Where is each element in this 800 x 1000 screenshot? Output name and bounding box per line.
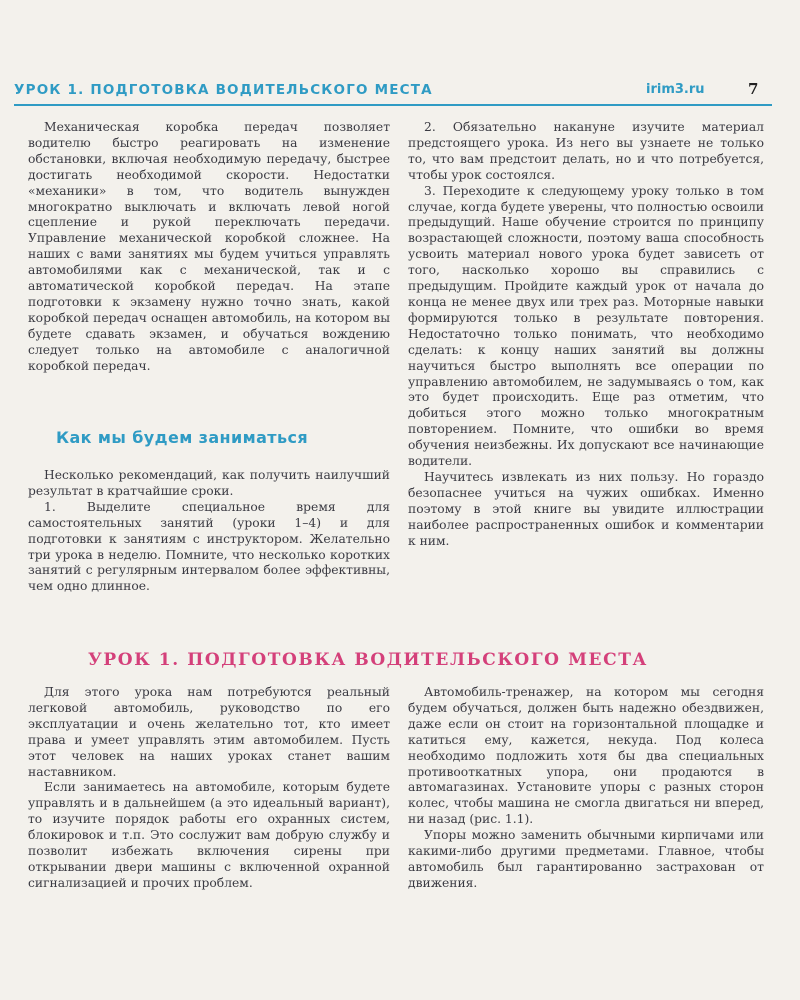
paragraph: Механическая коробка передач позволяет водителю быстро реагировать на изменение обстановки, включая необходимую передачу, быстрее достигать необходимой скорости. Недостатки «механики» в том, что водитель вынужден многократно выключать и включать левой ногой сцепление и рукой переключать передачи. Управление механической коробкой сложнее. На наших с вами занятиях мы будем учиться управлять автомобилями как с механической, так и с автоматической коробкой передач. На этапе подготовки к экзамену нужно точно знать, какой коробкой передач оснащен автомобиль, на котором вы будете сдавать экзамен, и обучаться вождению следует только на автомобиле с аналогичной коробкой передач. <box>28 120 390 373</box>
lesson-left-column <box>28 685 390 892</box>
lesson-heading: УРОК 1. ПОДГОТОВКА ВОДИТЕЛЬСКОГО МЕСТА <box>88 650 648 670</box>
running-header-title: УРОК 1. ПОДГОТОВКА ВОДИТЕЛЬСКОГО МЕСТА <box>14 82 433 98</box>
lesson-right-column <box>408 685 764 892</box>
top-left-column <box>28 120 390 375</box>
paragraph: 3. Переходите к следующему уроку только в том случае, когда будете уверены, что полностью освоили предыдущий. Наше обучение строится по принципу возрастающей сложности, поэтому ваша способность усвоить материал нового урока будет зависеть от того, насколько хорошо вы справились с предыдущим. Пройдите каждый урок от начала до конца не менее двух или трех раз. Моторные навыки формируются только в результате повторения. Недостаточно только понимать, что необходимо сделать: к концу наших занятий вы должны научиться быстро выполнять все операции по управлению автомобилем, не задумываясь о том, как это будет происходить. Еще раз отметим, что добиться этого можно только многократным повторением. Помните, что ошибки во время обучения неизбежны. Их допускают все начинающие водители. <box>408 183 764 469</box>
paragraph: Научитесь извлекать из них пользу. Но гораздо безопаснее учиться на чужих ошибках. Именно поэтому в этой книге вы увидите иллюстрации наиболее распространенных ошибок и комментарии к ним. <box>408 469 764 548</box>
page-number: 7 <box>748 80 759 98</box>
paragraph: Автомобиль-тренажер, на котором мы сегодня будем обучаться, должен быть надежно обездвижен, даже если он стоит на горизонтальной площадке и катиться ему, кажется, некуда. Под колеса необходимо подложить хотя бы два специальных противооткатных упора, они продаются в автомагазинах. Установите упоры с разных сторон колес, чтобы машина не смогла двигаться ни вперед, ни назад (рис. 1.1). <box>408 685 764 827</box>
paragraph: Для этого урока нам потребуются реальный легковой автомобиль, руководство по его эксплуатации и очень желательно тот, кто имеет права и умеет управлять этим автомобилем. Пусть этот человек на наших уроках станет вашим наставником. <box>28 685 390 779</box>
paragraph: Упоры можно заменить обычными кирпичами или какими-либо другими предметами. Главное, чтобы автомобиль был гарантированно застрахован от движения. <box>408 828 764 890</box>
site-watermark: irim3.ru <box>646 82 705 97</box>
header-divider <box>14 104 772 106</box>
top-left-column-lower <box>28 468 390 595</box>
paragraph: 2. Обязательно накануне изучите материал предстоящего урока. Из него вы узнаете не только то, что вам предстоит делать, но и что потребуется, чтобы урок состоялся. <box>408 120 764 182</box>
top-right-column <box>408 120 764 549</box>
paragraph: Несколько рекомендаций, как получить наилучший результат в кратчайшие сроки. <box>28 468 390 498</box>
paragraph: 1. Выделите специальное время для самостоятельных занятий (уроки 1–4) и для подготовки к занятиям с инструктором. Желательно три урока в неделю. Помните, что несколько коротких занятий с регулярным интервалом более эффективны, чем одно длинное. <box>28 499 390 594</box>
paragraph: Если занимаетесь на автомобиле, которым будете управлять и в дальнейшем (а это идеальный вариант), то изучите порядок работы его охранных систем, блокировок и т.п. Это сослужит вам добрую службу и позволит избежать включения сирены при открывании двери машины с включенной охранной сигнализацией и прочих проблем. <box>28 780 390 890</box>
section-subheading: Как мы будем заниматься <box>56 428 309 447</box>
